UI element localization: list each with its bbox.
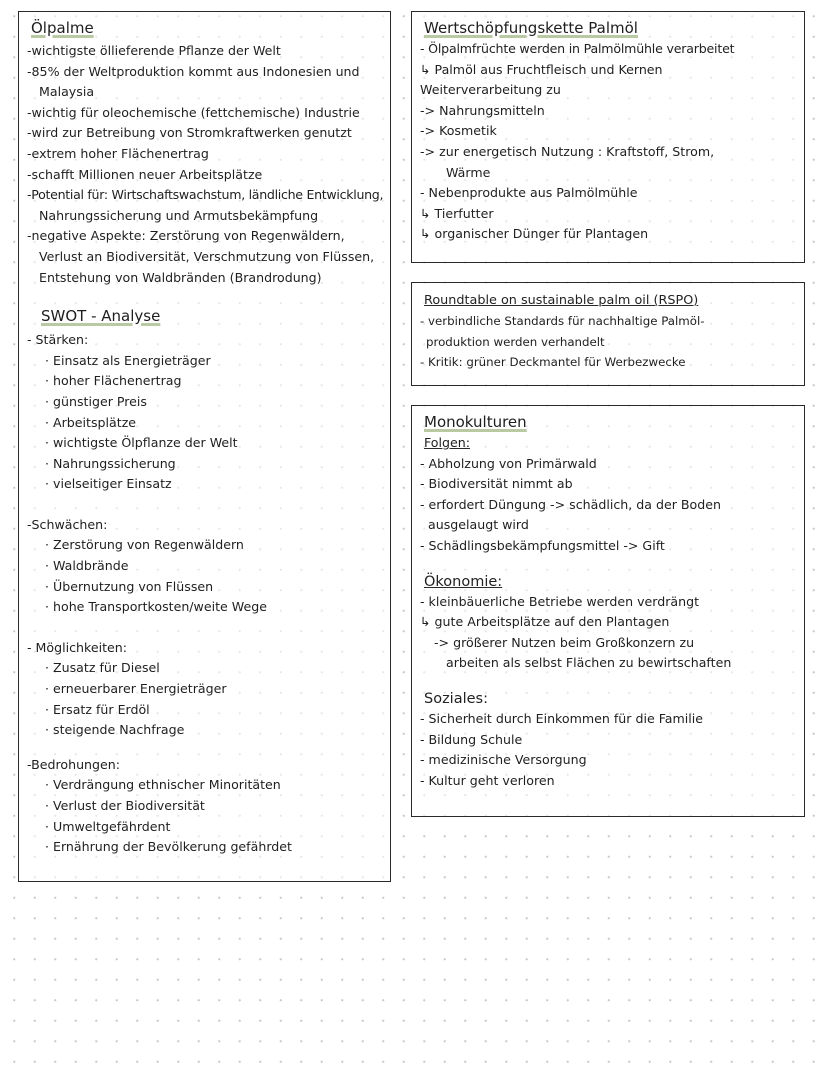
list-item: · hoher Flächenertrag — [45, 373, 182, 389]
list-item: · Verdrängung ethnischer Minoritäten — [45, 777, 281, 793]
folgen-list — [420, 454, 796, 557]
oelpalme-line: -negative Aspekte: Zerstörung von Regenwäldern, — [27, 228, 345, 244]
list-item: · günstiger Preis — [45, 393, 147, 409]
list-item: · Nahrungssicherung — [45, 455, 176, 471]
wertschoepfung-line: - Nebenprodukte aus Palmölmühle — [420, 185, 638, 201]
oelpalme-line: Entstehung von Waldbränden (Brandrodung) — [39, 269, 322, 285]
list-item: - Schädlingsbekämpfungsmittel -> Gift — [420, 537, 665, 553]
oelpalme-line: Verlust an Biodiversität, Verschmutzung von Flüssen, — [39, 248, 375, 264]
list-item: · Einsatz als Energieträger — [45, 352, 211, 368]
list-item: · vielseitiger Einsatz — [45, 476, 172, 492]
moeglichkeiten-heading: - Möglichkeiten: — [27, 639, 128, 655]
list-item: · wichtigste Ölpflanze der Welt — [45, 435, 238, 451]
soziales-list — [420, 709, 796, 791]
list-item: · steigende Nachfrage — [45, 722, 185, 738]
oekonomie-heading: Ökonomie: — [424, 573, 503, 590]
list-item: · Verlust der Biodiversität — [45, 798, 205, 813]
wertschoepfung-line: ↳ organischer Dünger für Plantagen — [420, 226, 649, 242]
oelpalme-card — [18, 11, 391, 882]
list-item: -> größerer Nutzen beim Großkonzern zu — [434, 634, 695, 650]
wertschoepfung-line: -> Nahrungsmitteln — [420, 102, 545, 118]
list-item: ↳ gute Arbeitsplätze auf den Plantagen — [420, 614, 670, 630]
oelpalme-lines — [27, 41, 382, 288]
swot-title: SWOT - Analyse — [41, 307, 161, 326]
wertschoepfung-line: ↳ Palmöl aus Fruchtfleisch und Kernen — [420, 61, 663, 77]
rspo-card — [411, 282, 805, 386]
list-item: - Biodiversität nimmt ab — [420, 476, 573, 492]
list-item: · Umweltgefährdent — [45, 818, 171, 834]
wertschoepfung-line: - Ölpalmfrüchte werden in Palmölmühle verarbeitet — [420, 41, 735, 56]
folgen-heading: Folgen: — [424, 435, 470, 450]
list-item: - kleinbäuerliche Betriebe werden verdrängt — [420, 593, 700, 609]
list-item: · Zerstörung von Regenwäldern — [45, 537, 244, 553]
wertschoepfung-line: Wärme — [446, 164, 491, 180]
rspo-line: - verbindliche Standards für nachhaltige Palmöl- — [420, 314, 705, 328]
list-item: - Bildung Schule — [420, 731, 523, 747]
schwaechen-list — [27, 535, 382, 617]
list-item: · Ersatz für Erdöl — [45, 701, 150, 717]
staerken-list — [27, 351, 382, 495]
monokulturen-card — [411, 405, 805, 817]
list-item: - Sicherheit durch Einkommen für die Familie — [420, 710, 704, 726]
list-item: - Abholzung von Primärwald — [420, 455, 597, 471]
rspo-line: produktion werden verhandelt — [426, 334, 605, 349]
list-item: - Kultur geht verloren — [420, 772, 555, 788]
oelpalme-line: Nahrungssicherung und Armutsbekämpfung — [39, 207, 319, 223]
wertschoepfung-line: -> Kosmetik — [420, 123, 497, 139]
wertschoepfung-card — [411, 11, 805, 263]
list-item: arbeiten als selbst Flächen zu bewirtschaften — [446, 655, 732, 671]
rspo-lines — [420, 311, 796, 373]
wertschoepfung-line: ↳ Tierfutter — [420, 205, 494, 221]
wertschoepfung-line: Weiterverarbeitung zu — [420, 82, 561, 98]
oelpalme-title: Ölpalme — [31, 19, 94, 37]
list-item: · Ernährung der Bevölkerung gefährdet — [45, 839, 292, 855]
rspo-title: Roundtable on sustainable palm oil (RSPO) — [424, 293, 699, 308]
moeglichkeiten-list — [27, 658, 382, 740]
oelpalme-line: -85% der Weltproduktion kommt aus Indonesien und — [27, 63, 360, 79]
oekonomie-list — [420, 592, 796, 674]
oelpalme-line: -wichtig für oleochemische (fettchemische) Industrie — [27, 104, 360, 120]
list-item: · Arbeitsplätze — [45, 414, 137, 430]
oelpalme-line: -wird zur Betreibung von Stromkraftwerken genutzt — [27, 125, 352, 141]
list-item: ausgelaugt wird — [428, 517, 529, 533]
list-item: · Zusatz für Diesel — [45, 660, 160, 676]
bedrohungen-list — [27, 775, 382, 857]
oelpalme-line: -extrem hoher Flächenertrag — [27, 145, 209, 161]
oelpalme-line: -Potential für: Wirtschaftswachstum, ländliche Entwicklung, — [27, 187, 384, 203]
bedrohungen-heading: -Bedrohungen: — [27, 756, 120, 772]
list-item: · hohe Transportkosten/weite Wege — [45, 599, 267, 615]
wertschoepfung-lines — [420, 39, 796, 245]
oelpalme-line: Malaysia — [39, 84, 95, 100]
oelpalme-line: -wichtigste öllieferende Pflanze der Welt — [27, 43, 281, 58]
list-item: - erfordert Düngung -> schädlich, da der Boden — [420, 496, 721, 512]
rspo-line: - Kritik: grüner Deckmantel für Werbezwecke — [420, 355, 686, 370]
oelpalme-line: -schafft Millionen neuer Arbeitsplätze — [27, 166, 263, 182]
list-item: - medizinische Versorgung — [420, 752, 587, 768]
list-item: · erneuerbarer Energieträger — [45, 681, 227, 697]
monokulturen-title: Monokulturen — [424, 413, 527, 431]
staerken-heading: - Stärken: — [27, 332, 89, 348]
list-item: · Übernutzung von Flüssen — [45, 578, 214, 594]
soziales-heading: Soziales: — [424, 690, 488, 707]
wertschoepfung-line: -> zur energetisch Nutzung : Kraftstoff, Strom, — [420, 143, 715, 159]
list-item: · Waldbrände — [45, 558, 129, 574]
wertschoepfung-title: Wertschöpfungskette Palmöl — [424, 19, 638, 37]
schwaechen-heading: -Schwächen: — [27, 516, 108, 532]
